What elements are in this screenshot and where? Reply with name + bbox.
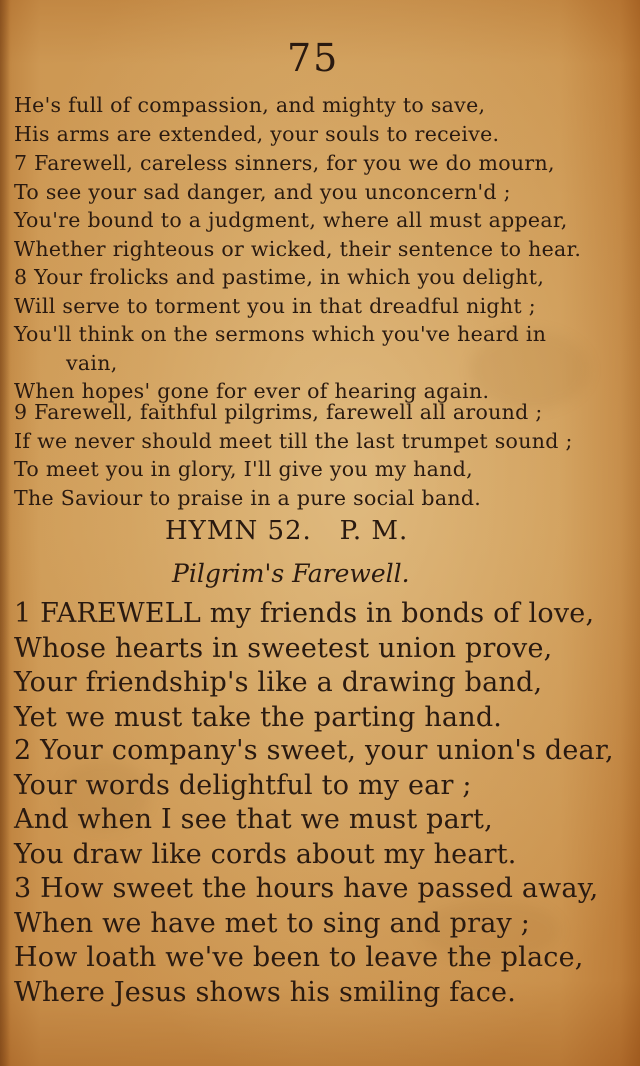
verse-7 (14, 149, 581, 263)
verse-line: Whose hearts in sweetest union prove, (14, 632, 553, 664)
verse-line: 3 How sweet the hours have passed away, (14, 873, 599, 904)
verse-line: And when I see that we must part, (14, 804, 493, 835)
verse-line: How loath we've been to leave the place, (14, 942, 584, 973)
verse-line: 9 Farewell, faithful pilgrims, farewell all around ; (14, 400, 543, 424)
verse-line: 2 Your company's sweet, your union's dear, (14, 735, 614, 766)
verse-line-continuation: vain, (66, 350, 118, 375)
verse-8 (14, 263, 546, 406)
hymn-verse-1 (14, 597, 594, 735)
hymn-subtitle: Pilgrim's Farewell. (172, 559, 410, 588)
verse-line: To meet you in glory, I'll give you my hand, (14, 457, 473, 482)
verse-line: 1 FAREWELL my friends in bonds of love, (14, 598, 595, 629)
verse-line: You'll think on the sermons which you've heard in (14, 322, 547, 347)
verse-line: When hopes' gone for ever of hearing again. (14, 379, 490, 404)
verse-line: When we have met to sing and pray ; (14, 907, 531, 939)
verse-line: His arms are extended, your souls to receive. (14, 121, 500, 146)
verse-line: He's full of compassion, and mighty to save, (14, 93, 486, 117)
verse-9 (14, 398, 573, 512)
verse-line: To see your sad danger, and you unconcern'd ; (14, 179, 511, 204)
verse-line: 7 Farewell, careless sinners, for you we do mourn, (14, 151, 555, 175)
verse-line: Whether righteous or wicked, their sentence to hear. (14, 236, 582, 261)
hymn-verse-3 (14, 872, 598, 1010)
page-edge-shadow (0, 0, 10, 1066)
verse-line: Yet we must take the parting hand. (14, 701, 503, 733)
hymn-title: HYMN 52. P. M. (165, 516, 409, 546)
verse-line: 8 Your frolicks and pastime, in which you delight, (14, 265, 545, 289)
verse-line: You draw like cords about my heart. (14, 838, 517, 870)
page-number: 75 (287, 36, 340, 80)
verse-line: If we never should meet till the last trumpet sound ; (14, 428, 573, 453)
hymn-verse-2 (14, 734, 614, 872)
verse-line: Your friendship's like a drawing band, (14, 667, 543, 698)
verse-line: You're bound to a judgment, where all must appear, (14, 208, 568, 233)
verse-line: The Saviour to praise in a pure social band. (14, 485, 482, 510)
verse-line: Where Jesus shows his smiling face. (14, 976, 516, 1008)
verse-line: Your words delightful to my ear ; (14, 769, 472, 801)
verse-line: Will serve to torment you in that dreadful night ; (14, 293, 536, 318)
continued-verse (14, 91, 499, 148)
